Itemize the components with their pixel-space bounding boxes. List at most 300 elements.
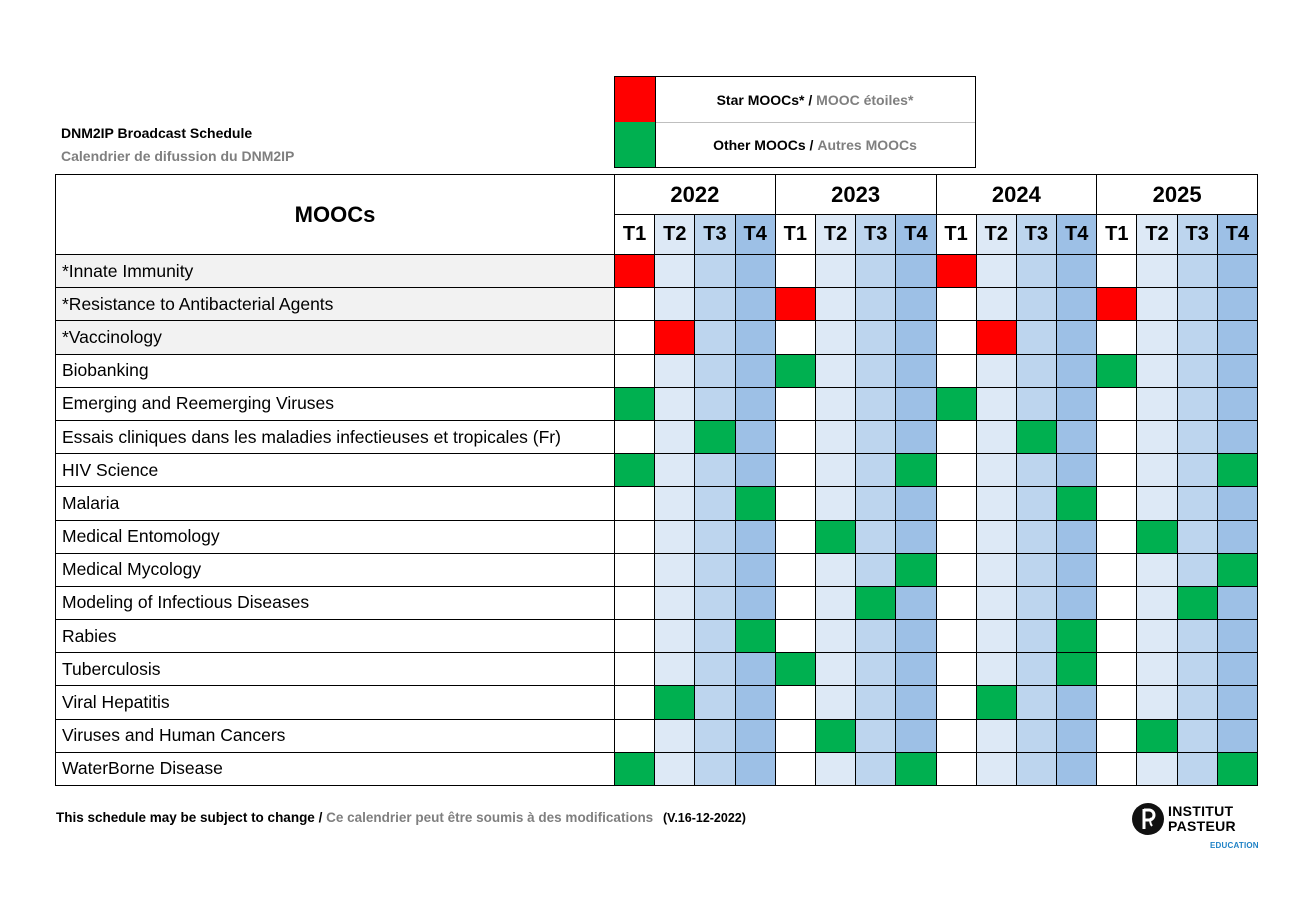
broadcast-slot [695,653,735,686]
broadcast-slot [655,752,695,785]
quarter-header: T1 [936,215,976,255]
broadcast-slot [815,255,855,288]
broadcast-slot [1217,255,1257,288]
broadcast-slot-marked [1057,653,1097,686]
broadcast-slot [1097,752,1137,785]
broadcast-slot [615,653,655,686]
broadcast-slot [655,420,695,453]
broadcast-slot [615,620,655,653]
broadcast-slot [695,288,735,321]
broadcast-slot-marked [1097,288,1137,321]
legend-star-fr: MOOC étoiles* [816,91,914,108]
broadcast-slot [615,288,655,321]
quarter-header: T3 [695,215,735,255]
broadcast-slot-marked [936,255,976,288]
broadcast-slot [775,255,815,288]
broadcast-slot [1016,620,1056,653]
broadcast-slot [775,620,815,653]
legend-item-star [615,77,975,123]
broadcast-slot-marked [1057,487,1097,520]
broadcast-slot [695,686,735,719]
broadcast-slot [1097,321,1137,354]
broadcast-slot [976,719,1016,752]
mooc-name: HIV Science [56,454,615,487]
broadcast-slot [815,620,855,653]
broadcast-slot [1137,752,1177,785]
quarter-header: T3 [1177,215,1217,255]
broadcast-slot [856,288,896,321]
footer-note-fr: Ce calendrier peut être soumis à des modifications [326,810,654,825]
broadcast-slot [1137,620,1177,653]
broadcast-slot [615,321,655,354]
quarter-header: T4 [1217,215,1257,255]
broadcast-slot [815,387,855,420]
broadcast-slot [856,255,896,288]
broadcast-slot [815,288,855,321]
broadcast-slot [735,586,775,619]
broadcast-slot [1016,321,1056,354]
broadcast-slot-marked [815,520,855,553]
broadcast-slot [1217,420,1257,453]
broadcast-slot [735,387,775,420]
broadcast-slot [976,752,1016,785]
broadcast-slot [1137,686,1177,719]
broadcast-slot-marked [615,752,655,785]
legend-other-en: Other MOOCs [713,136,806,153]
broadcast-slot [976,387,1016,420]
broadcast-slot [775,586,815,619]
broadcast-slot [936,321,976,354]
broadcast-slot [775,387,815,420]
broadcast-slot-marked [1217,752,1257,785]
mooc-name: *Innate Immunity [56,255,615,288]
broadcast-slot [1217,586,1257,619]
broadcast-slot [695,487,735,520]
broadcast-slot-marked [1137,520,1177,553]
table-row [56,653,1258,686]
broadcast-slot [1097,387,1137,420]
legend-label-star [655,77,975,122]
broadcast-slot-marked [1097,354,1137,387]
broadcast-slot [1177,487,1217,520]
broadcast-slot [615,719,655,752]
broadcast-slot [815,487,855,520]
legend-star-sep: / [804,91,817,108]
broadcast-slot-marked [735,487,775,520]
broadcast-slot [655,454,695,487]
mooc-name: Modeling of Infectious Diseases [56,586,615,619]
year-header: 2024 [936,175,1097,215]
broadcast-slot [1016,719,1056,752]
footer-note [56,810,746,825]
broadcast-slot-marked [615,255,655,288]
quarter-header: T2 [976,215,1016,255]
broadcast-slot [1177,255,1217,288]
broadcast-slot-marked [695,420,735,453]
broadcast-slot [655,255,695,288]
broadcast-slot [1057,719,1097,752]
year-header: 2023 [775,175,936,215]
broadcast-slot [856,420,896,453]
broadcast-slot-marked [655,686,695,719]
broadcast-slot-marked [615,454,655,487]
broadcast-slot [1137,321,1177,354]
broadcast-slot [1177,454,1217,487]
broadcast-slot [815,653,855,686]
legend [614,76,976,168]
broadcast-slot [775,321,815,354]
broadcast-slot [976,420,1016,453]
broadcast-slot [936,420,976,453]
broadcast-slot [856,553,896,586]
broadcast-slot [1097,620,1137,653]
broadcast-slot [815,321,855,354]
broadcast-slot [896,255,936,288]
broadcast-slot [1097,487,1137,520]
table-row [56,420,1258,453]
broadcast-slot [1097,454,1137,487]
broadcast-slot [735,354,775,387]
broadcast-slot [655,553,695,586]
broadcast-slot [896,586,936,619]
broadcast-slot [615,553,655,586]
broadcast-slot [856,387,896,420]
broadcast-slot-marked [976,686,1016,719]
broadcast-slot [815,686,855,719]
broadcast-slot [1217,620,1257,653]
broadcast-slot [655,620,695,653]
mooc-name: Biobanking [56,354,615,387]
broadcast-slot [896,420,936,453]
broadcast-slot [1016,752,1056,785]
broadcast-slot [615,487,655,520]
broadcast-slot-marked [615,387,655,420]
quarter-header: T2 [655,215,695,255]
broadcast-slot [1217,520,1257,553]
broadcast-slot [936,520,976,553]
broadcast-slot [856,321,896,354]
broadcast-slot [856,354,896,387]
broadcast-slot [695,255,735,288]
broadcast-slot [896,354,936,387]
version-label: (V.16-12-2022) [662,811,746,825]
broadcast-slot [735,686,775,719]
broadcast-slot [976,553,1016,586]
table-row [56,719,1258,752]
broadcast-slot [655,487,695,520]
logo-text-pasteur: PASTEUR [1168,818,1236,834]
broadcast-slot [775,719,815,752]
mooc-name: Malaria [56,487,615,520]
table-row [56,752,1258,785]
broadcast-slot [1057,586,1097,619]
broadcast-slot [896,520,936,553]
table-row [56,454,1258,487]
broadcast-slot [1016,686,1056,719]
broadcast-slot [1177,620,1217,653]
mooc-name: *Vaccinology [56,321,615,354]
broadcast-slot [896,487,936,520]
broadcast-slot [1057,686,1097,719]
broadcast-slot [695,454,735,487]
broadcast-slot [1057,387,1097,420]
broadcast-slot [655,387,695,420]
table-row [56,686,1258,719]
quarter-header: T1 [775,215,815,255]
table-row [56,321,1258,354]
quarter-header: T1 [1097,215,1137,255]
broadcast-slot [695,553,735,586]
broadcast-slot-marked [856,586,896,619]
quarter-header: T1 [615,215,655,255]
institut-pasteur-logo [1131,802,1259,854]
broadcast-slot [1137,420,1177,453]
broadcast-slot [976,354,1016,387]
broadcast-slot [1057,321,1097,354]
quarter-header: T2 [815,215,855,255]
legend-label-other [655,122,975,167]
broadcast-slot [615,354,655,387]
broadcast-slot [655,653,695,686]
mooc-name: Viruses and Human Cancers [56,719,615,752]
broadcast-slot [695,354,735,387]
broadcast-slot-marked [1137,719,1177,752]
broadcast-slot [1177,653,1217,686]
broadcast-slot [1097,420,1137,453]
broadcast-slot [896,620,936,653]
broadcast-slot-marked [896,553,936,586]
broadcast-slot [1097,255,1137,288]
mooc-name: Rabies [56,620,615,653]
broadcast-slot [735,752,775,785]
quarter-header: T3 [856,215,896,255]
broadcast-slot [775,487,815,520]
broadcast-slot [1177,288,1217,321]
broadcast-slot [615,686,655,719]
broadcast-slot-marked [775,288,815,321]
broadcast-slot [655,719,695,752]
broadcast-slot [1097,520,1137,553]
broadcast-slot [1137,586,1177,619]
broadcast-slot [896,288,936,321]
broadcast-slot [856,686,896,719]
broadcast-slot [1097,553,1137,586]
broadcast-slot-marked [976,321,1016,354]
broadcast-slot [815,586,855,619]
broadcast-slot [856,719,896,752]
broadcast-slot [976,586,1016,619]
schedule-table [55,174,1258,786]
broadcast-slot [815,420,855,453]
broadcast-slot [856,752,896,785]
broadcast-slot-marked [775,653,815,686]
broadcast-slot-marked [936,387,976,420]
broadcast-slot [815,752,855,785]
broadcast-slot [695,387,735,420]
broadcast-slot [1097,719,1137,752]
year-header: 2022 [615,175,776,215]
moocs-column-header: MOOCs [56,175,615,255]
legend-other-sep: / [805,136,818,153]
broadcast-slot [936,653,976,686]
mooc-name: Emerging and Reemerging Viruses [56,387,615,420]
broadcast-slot [1177,387,1217,420]
broadcast-slot [856,520,896,553]
broadcast-slot [1057,454,1097,487]
schedule-subtitle: Calendrier de difussion du DNM2IP [61,148,295,164]
broadcast-slot [1137,487,1177,520]
broadcast-slot [735,653,775,686]
broadcast-slot [976,454,1016,487]
mooc-name: Essais cliniques dans les maladies infectieuses et tropicales (Fr) [56,420,615,453]
broadcast-slot [695,719,735,752]
broadcast-slot [896,387,936,420]
table-row [56,586,1258,619]
broadcast-slot [976,255,1016,288]
broadcast-slot [735,288,775,321]
legend-swatch-green [615,122,656,167]
table-row [56,487,1258,520]
table-row [56,354,1258,387]
broadcast-slot [615,420,655,453]
broadcast-slot [1137,255,1177,288]
broadcast-slot [976,288,1016,321]
broadcast-slot [1137,553,1177,586]
broadcast-slot [775,752,815,785]
broadcast-slot [1016,653,1056,686]
quarter-header: T3 [1016,215,1056,255]
broadcast-slot [1137,288,1177,321]
broadcast-slot [1177,354,1217,387]
broadcast-slot [1016,520,1056,553]
broadcast-slot [695,620,735,653]
broadcast-slot [695,752,735,785]
broadcast-slot [936,553,976,586]
logo-text-education: EDUCATION [1210,841,1259,850]
table-row [56,620,1258,653]
broadcast-slot [976,520,1016,553]
broadcast-slot [1097,686,1137,719]
mooc-name: Viral Hepatitis [56,686,615,719]
broadcast-slot [815,553,855,586]
broadcast-slot [1217,321,1257,354]
quarter-header: T4 [896,215,936,255]
broadcast-slot [735,420,775,453]
broadcast-slot [775,520,815,553]
legend-other-fr: Autres MOOCs [817,136,917,153]
broadcast-slot [1217,653,1257,686]
broadcast-slot-marked [896,454,936,487]
broadcast-slot-marked [1057,620,1097,653]
broadcast-slot-marked [1177,586,1217,619]
mooc-name: Medical Mycology [56,553,615,586]
broadcast-slot [856,487,896,520]
broadcast-slot [896,686,936,719]
broadcast-slot [1177,752,1217,785]
broadcast-slot [695,321,735,354]
broadcast-slot [936,719,976,752]
broadcast-slot [976,487,1016,520]
mooc-name: Tuberculosis [56,653,615,686]
broadcast-slot [1177,553,1217,586]
broadcast-slot [1016,586,1056,619]
broadcast-slot-marked [1016,420,1056,453]
table-row [56,255,1258,288]
broadcast-slot [936,752,976,785]
broadcast-slot [1057,420,1097,453]
broadcast-slot [1016,354,1056,387]
broadcast-slot [615,586,655,619]
footer-sep: / [314,810,327,825]
broadcast-slot [1177,321,1217,354]
broadcast-slot [1177,719,1217,752]
broadcast-slot [775,454,815,487]
broadcast-slot [1016,454,1056,487]
broadcast-slot [1057,752,1097,785]
broadcast-slot [655,520,695,553]
broadcast-slot [775,553,815,586]
broadcast-slot [695,520,735,553]
broadcast-slot [1177,686,1217,719]
quarter-header: T4 [1057,215,1097,255]
broadcast-slot [1137,354,1177,387]
broadcast-slot [1097,653,1137,686]
legend-star-en: Star MOOCs* [716,91,805,108]
table-row [56,387,1258,420]
broadcast-slot [735,255,775,288]
schedule-title: DNM2IP Broadcast Schedule [61,125,253,141]
broadcast-slot [1057,354,1097,387]
broadcast-slot [815,454,855,487]
broadcast-slot [775,420,815,453]
broadcast-slot [1057,553,1097,586]
broadcast-slot-marked [1217,454,1257,487]
broadcast-slot [775,686,815,719]
broadcast-slot [1097,586,1137,619]
table-row [56,553,1258,586]
broadcast-slot-marked [1217,553,1257,586]
mooc-name: WaterBorne Disease [56,752,615,785]
broadcast-slot [735,553,775,586]
broadcast-slot [695,586,735,619]
broadcast-slot [1177,420,1217,453]
broadcast-slot [1137,454,1177,487]
broadcast-slot [735,321,775,354]
broadcast-slot [936,454,976,487]
broadcast-slot [976,620,1016,653]
broadcast-slot [735,719,775,752]
broadcast-slot [896,653,936,686]
broadcast-slot [1057,255,1097,288]
broadcast-slot [1016,255,1056,288]
broadcast-slot [896,321,936,354]
broadcast-slot [655,354,695,387]
broadcast-slot [856,620,896,653]
pasteur-emblem-icon [1131,802,1165,836]
broadcast-slot [936,487,976,520]
broadcast-slot [1177,520,1217,553]
broadcast-slot [1137,387,1177,420]
broadcast-slot-marked [775,354,815,387]
broadcast-slot [976,653,1016,686]
mooc-name: *Resistance to Antibacterial Agents [56,288,615,321]
mooc-name: Medical Entomology [56,520,615,553]
legend-swatch-red [615,77,656,122]
broadcast-slot [615,520,655,553]
quarter-header: T2 [1137,215,1177,255]
broadcast-slot [1057,520,1097,553]
table-row [56,520,1258,553]
